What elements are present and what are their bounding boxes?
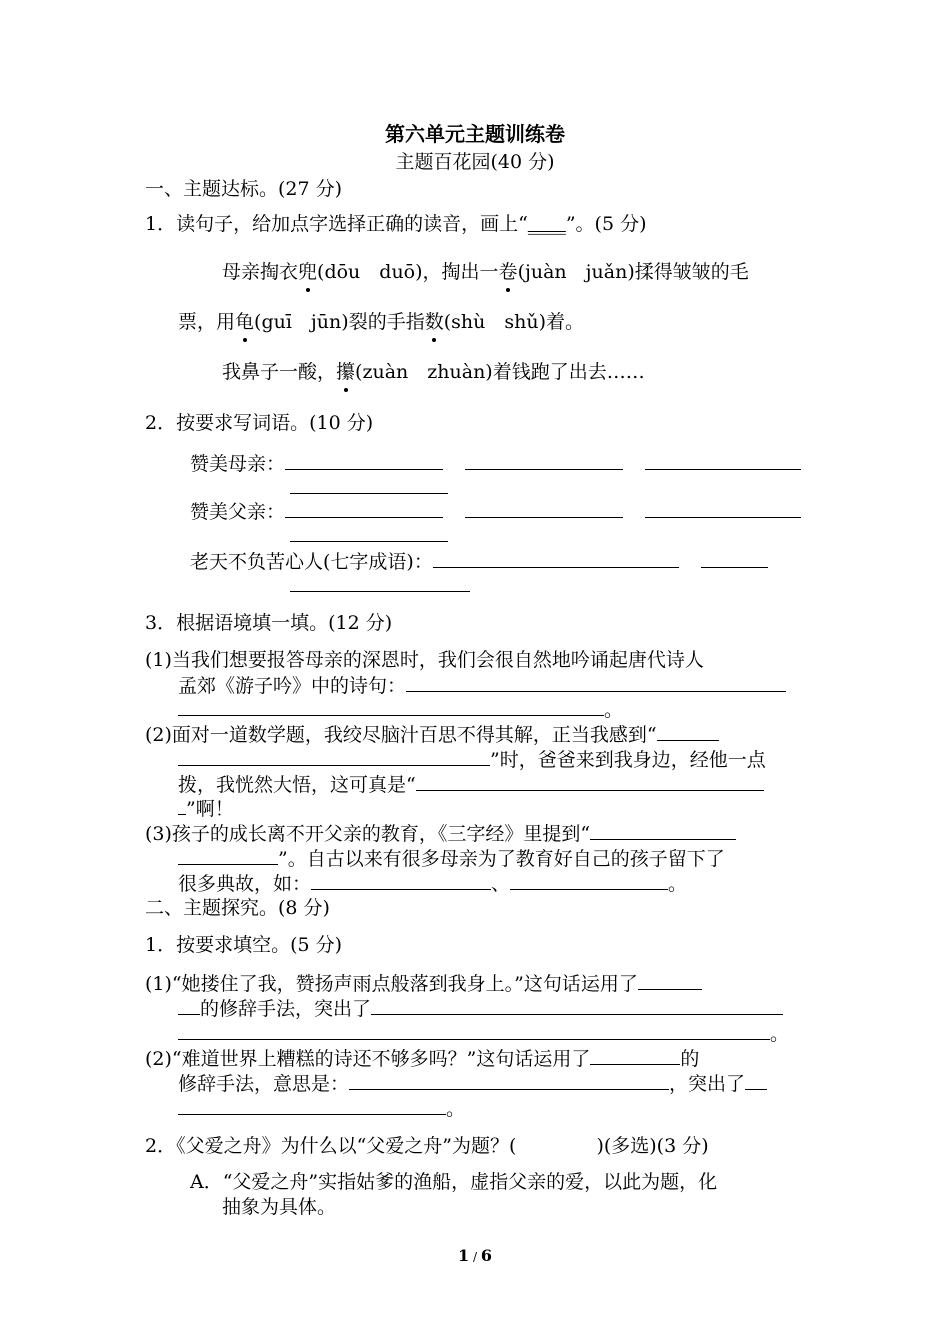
s2-q1-part1-line-2: 的修辞手法，突出了: [178, 996, 783, 1021]
s2-q1-part2-line-3: 。: [178, 1096, 465, 1121]
answer-blank[interactable]: [178, 697, 604, 716]
answer-blank[interactable]: [465, 451, 623, 470]
answer-blank[interactable]: [178, 747, 490, 766]
q2-father-row: 赞美父亲：: [190, 499, 801, 524]
q1-sentence-line-3: 我鼻子一酸，攥(zuàn zhuàn)着钱跑了出去……: [222, 361, 645, 383]
q3-part3-line-3: 很多典故，如： 、 。: [178, 873, 688, 895]
answer-blank[interactable]: [510, 871, 668, 890]
q3-part1-line-3: 。: [178, 697, 623, 722]
q3-part2-line-4: ”啊！: [178, 796, 234, 821]
q3-part1-line-1: (1)当我们想要报答母亲的深恩时，我们会很自然地吟诵起唐代诗人: [145, 649, 704, 671]
section-2-heading: 二、主题探究。(8 分): [145, 897, 330, 919]
answer-blank[interactable]: [349, 1071, 669, 1090]
answer-blank[interactable]: [311, 871, 491, 890]
answer-blank[interactable]: [645, 451, 801, 470]
answer-blank[interactable]: [290, 475, 448, 494]
dotted-char: 攥: [336, 361, 356, 383]
q2-idiom-row: 老天不负苦心人(七字成语)：: [190, 549, 768, 574]
answer-blank[interactable]: [638, 971, 702, 990]
q1-sentence-line-2: 票，用龟(guī jūn)裂的手指数(shù shǔ)着。: [178, 311, 584, 333]
q2-mother-row-2: [290, 475, 448, 500]
answer-blank[interactable]: [178, 796, 186, 815]
answer-blank[interactable]: [590, 1046, 680, 1065]
answer-blank[interactable]: [406, 673, 786, 692]
s2-q2-option-a-line-2: 抽象为具体。: [222, 1196, 337, 1218]
dotted-char: 龟: [235, 311, 255, 333]
answer-blank[interactable]: [590, 821, 736, 840]
page-title: 第六单元主题训练卷: [385, 122, 565, 146]
s2-q1-part2-line-1: (2)“难道世界上糟糕的诗还不够多吗？”这句话运用了 的: [145, 1048, 700, 1070]
q2-prompt: 2．按要求写词语。(10 分): [145, 412, 374, 434]
section-1-heading: 一、主题达标。(27 分): [145, 178, 343, 200]
answer-blank[interactable]: [465, 499, 623, 518]
answer-blank[interactable]: [290, 573, 470, 592]
answer-blank[interactable]: [371, 996, 783, 1015]
s2-q1-prompt: 1．按要求填空。(5 分): [145, 934, 343, 956]
q3-part1-line-2: 孟郊《游子吟》中的诗句：: [178, 673, 786, 698]
q3-part2-line-1: (2)面对一道数学题，我绞尽脑汁百思不得其解，正当我感到“: [145, 722, 719, 747]
answer-blank[interactable]: [178, 996, 200, 1015]
q1-sentence-line-1: 母亲掏衣兜(dōu duō)，掏出一卷(juàn juǎn)揉得皱皱的毛: [222, 261, 749, 283]
page-number: 1 / 6: [458, 1246, 492, 1265]
answer-blank[interactable]: [285, 451, 443, 470]
s2-q1-part1-line-1: (1)“她搂住了我，赞扬声雨点般落到我身上。”这句话运用了: [145, 971, 702, 996]
answer-blank[interactable]: [657, 722, 719, 741]
answer-blank[interactable]: [416, 772, 764, 791]
s2-q1-part2-line-2: 修辞手法，意思是： ，突出了: [178, 1071, 767, 1096]
answer-blank[interactable]: [745, 1071, 767, 1090]
s2-q2-prompt: 2．《父爱之舟》为什么以“父爱之舟”为题？( )(多选)(3 分): [145, 1135, 709, 1157]
q3-part3-line-1: (3)孩子的成长离不开父亲的教育，《三字经》里提到“: [145, 821, 736, 846]
answer-blank[interactable]: [178, 1096, 446, 1115]
s2-q2-option-a-line-1: A．“父爱之舟”实指姑爹的渔船，虚指父亲的爱，以此为题，化: [190, 1171, 718, 1193]
dotted-char: 数: [424, 311, 444, 333]
answer-blank[interactable]: [645, 499, 801, 518]
q2-idiom-row-2: [290, 573, 470, 598]
q1-prompt: 1．读句子，给加点字选择正确的读音，画上“____”。(5 分): [145, 213, 647, 235]
answer-blank[interactable]: [285, 499, 443, 518]
page-subtitle: 主题百花园(40 分): [395, 151, 555, 173]
answer-blank[interactable]: [433, 549, 679, 568]
answer-blank[interactable]: [178, 1021, 770, 1040]
s2-q1-part1-line-3: 。: [178, 1021, 789, 1046]
dotted-char: 卷: [498, 261, 518, 283]
dotted-char: 兜: [298, 261, 318, 283]
q2-father-row-2: [290, 523, 448, 548]
answer-blank[interactable]: [701, 549, 768, 568]
q3-prompt: 3．根据语境填一填。(12 分): [145, 612, 393, 634]
answer-blank[interactable]: [178, 846, 278, 865]
q2-mother-row: 赞美母亲：: [190, 451, 801, 476]
q3-part2-line-3: 拨，我恍然大悟，这可真是“: [178, 772, 764, 797]
answer-blank[interactable]: [290, 523, 448, 542]
q3-part3-line-2: ”。自古以来有很多母亲为了教育好自己的孩子留下了: [178, 846, 725, 871]
q3-part2-line-2: ”时，爸爸来到我身边，经他一点: [178, 747, 766, 772]
